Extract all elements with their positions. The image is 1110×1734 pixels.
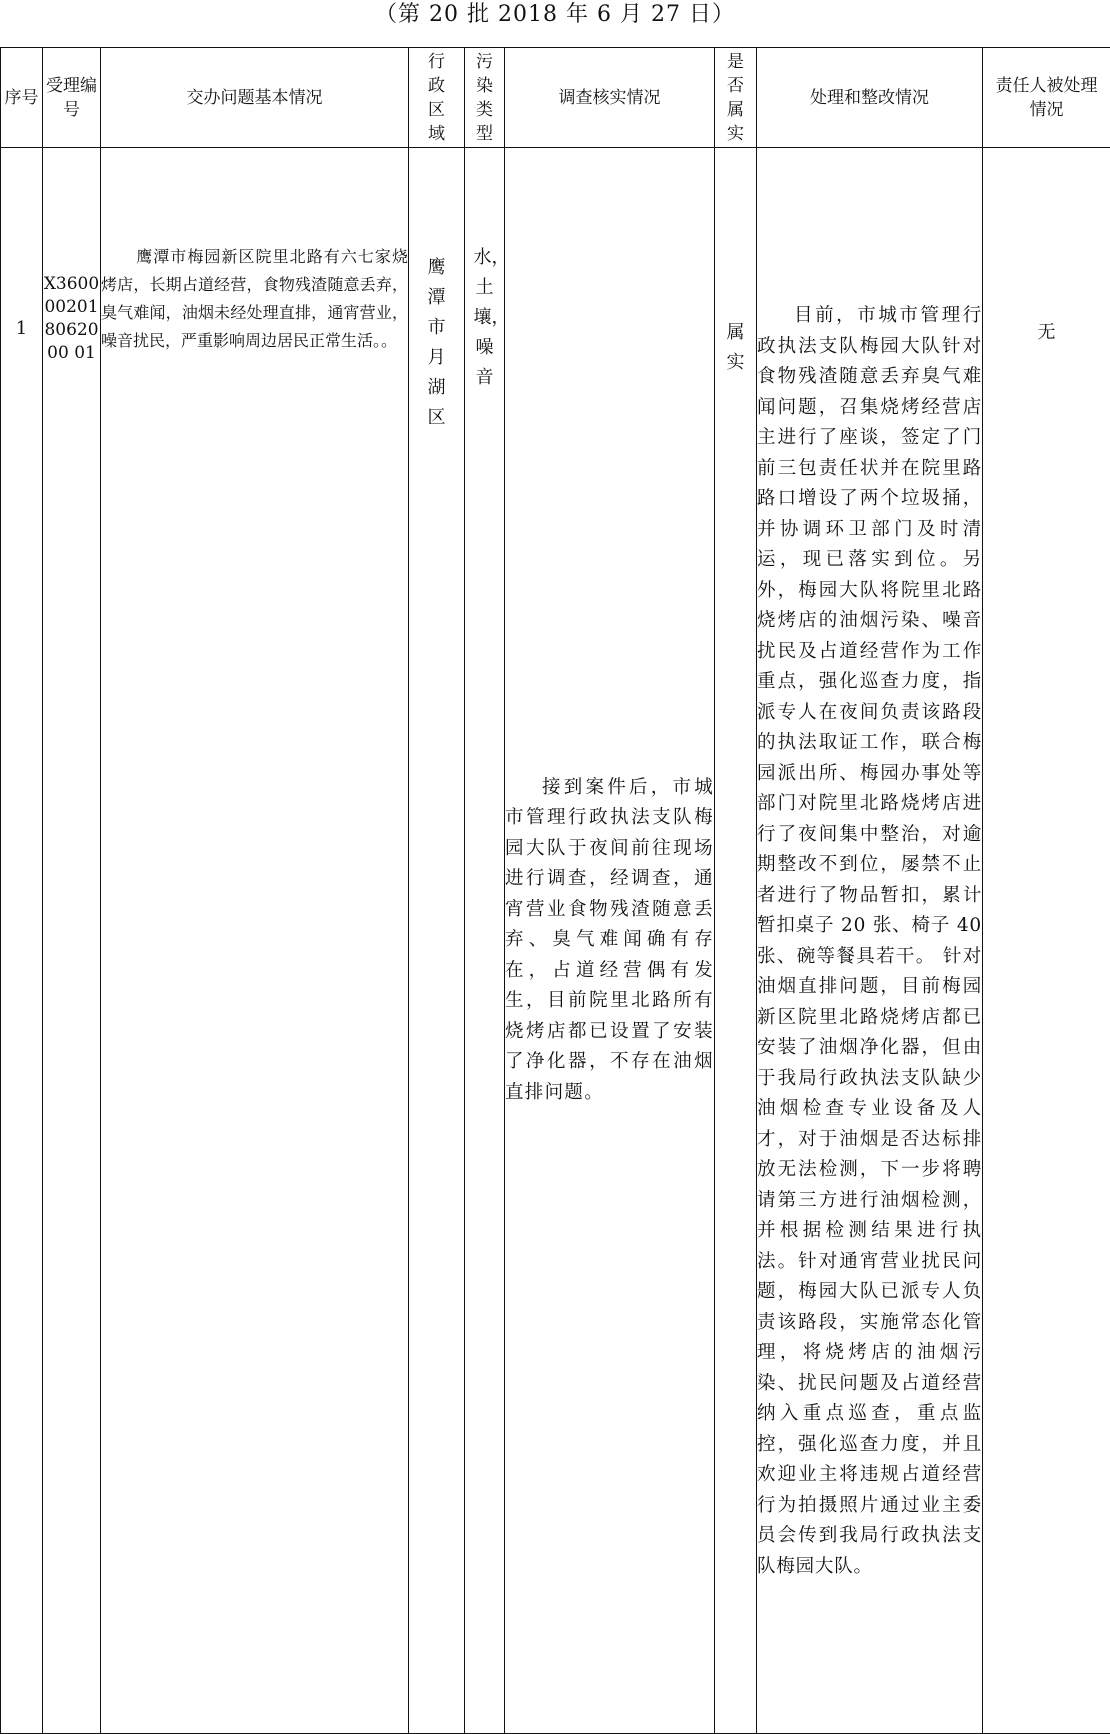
cell-is-true: 属实 [715,148,757,1734]
cell-accountability: 无 [983,148,1110,1734]
header-investigation: 调查核实情况 [505,48,715,148]
header-seq: 序号 [1,48,43,148]
cell-basic-info: 鹰潭市梅园新区院里北路有六七家烧烤店，长期占道经营，食物残渣随意丢弃，臭气难闻，油烟未经处理直排，通宵营业，噪音扰民，严重影响周边居民正常生活。。 [101,148,409,1734]
cell-investigation: 接到案件后，市城市管理行政执法支队梅园大队于夜间前往现场进行调查，经调查，通宵营业食物残渣随意丢弃、臭气难闻确有存在，占道经营偶有发生，目前院里北路所有烧烤店都已设置了安装了净化器，不存在油烟直排问题。 [505,148,715,1734]
cell-handling: 目前，市城市管理行政执法支队梅园大队针对食物残渣随意丢弃臭气难闻问题，召集烧烤经营店主进行了座谈，签定了门前三包责任状并在院里路路口增设了两个垃圾捅，并协调环卫部门及时清运，现已落实到位。另外，梅园大队将院里北路烧烤店的油烟污染、噪音扰民及占道经营作为工作重点，强化巡查力度，指派专人在夜间负责该路段的执法取证工作，联合梅园派出所、梅园办事处等部门对院里北路烧烤店进行了夜间集中整治，对逾期整改不到位，屡禁不止者进行了物品暂扣，累计暂扣桌子 20 张、椅子 40 张、碗等餐具若干。 针对油烟直排问题，目前梅园新区院里北路烧烤店都已安装了油烟净化器，但由于我局行政执法支队缺少油烟检查专业设备及人才，对于油烟是否达标排放无法检测，下一步将聘请第三方进行油烟检测，并根据检测结果进行执法。针对通宵营业扰民问题，梅园大队已派专人负责该路段，实施常态化管理，将烧烤店的油烟污染、扰民问题及占道经营纳入重点巡查，重点监控，强化巡查力度，并且欢迎业主将违规占道经营行为拍摄照片通过业主委员会传到我局行政执法支队梅园大队。 [757,148,983,1734]
header-is-true: 是否属实 [715,48,757,148]
header-basic-info: 交办问题基本情况 [101,48,409,148]
batch-title: （第 20 批 2018 年 6 月 27 日） [375,2,735,27]
cell-receipt-no: X3600002018062000 01 [43,148,101,1734]
header-accountability: 责任人被处理情况 [983,48,1110,148]
report-table [0,47,1110,1734]
header-admin-area: 行政区域 [409,48,465,148]
cell-admin-area: 鹰潭市月湖区 [409,148,465,1734]
header-handling: 处理和整改情况 [757,48,983,148]
header-row [1,48,1110,148]
cell-seq: 1 [1,148,43,1734]
cell-pollution-type: 水，土壤，噪音 [465,148,505,1734]
header-receipt-no: 受理编号 [43,48,101,148]
table-row [1,148,1110,1734]
header-pollution-type: 污染类型 [465,48,505,148]
